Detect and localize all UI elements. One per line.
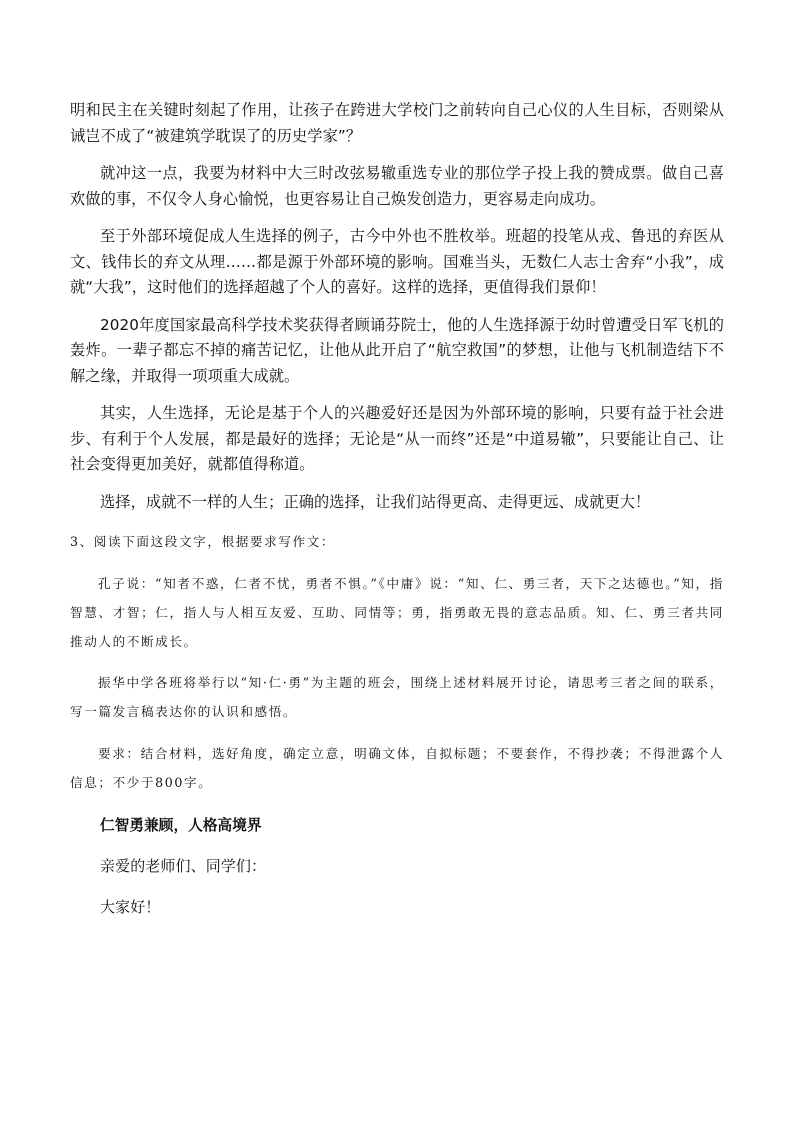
essay-paragraph: 至于外部环境促成人生选择的例子，古今中外也不胜枚举。班超的投笔从戎、鲁迅的弃医从文、钱伟长的弃文从理……都是源于外部环境的影响。国难当头，无数仁人志士舍弃“小我”，成就“大我”，这时他们的选择超越了个人的喜好。这样的选择，更值得我们景仰！ bbox=[70, 227, 724, 296]
question-material: 孔子说：“知者不惑，仁者不忧，勇者不惧。”《中庸》说：“知、仁、勇三者，天下之达德也。”知，指智慧、才智；仁，指人与人相互友爱、互助、同情等；勇，指勇敢无畏的意志品质。知、仁、勇三者共同推动人的不断成长。 bbox=[70, 575, 724, 649]
essay-title: 仁智勇兼顾，人格高境界 bbox=[100, 816, 262, 834]
question-requirements: 要求：结合材料，选好角度，确定立意，明确文体，自拟标题；不要套作，不得抄袭；不得泄露个人信息；不少于800字。 bbox=[70, 745, 724, 790]
question-heading: 3、阅读下面这段文字，根据要求写作文： bbox=[70, 534, 336, 549]
essay-paragraph: 选择，成就不一样的人生；正确的选择，让我们站得更高、走得更远、成就更大！ bbox=[100, 492, 651, 511]
essay-paragraph: 就冲这一点，我要为材料中大三时改弦易辙重选专业的那位学子投上我的赞成票。做自己喜欢做的事，不仅令人身心愉悦，也更容易让自己焕发创造力，更容易走向成功。 bbox=[70, 164, 724, 208]
essay-paragraph: 2020年度国家最高科学技术奖获得者顾诵芬院士，他的人生选择源于幼时曾遭受日军飞机的轰炸。一辈子都忘不掉的痛苦记忆，让他从此开启了“航空救国”的梦想，让他与飞机制造结下不解之缘，并取得一项项重大成就。 bbox=[70, 315, 724, 385]
document-body bbox=[70, 98, 724, 920]
essay-paragraph: 其实，人生选择，无论是基于个人的兴趣爱好还是因为外部环境的影响，只要有益于社会进步、有利于个人发展，都是最好的选择；无论是“从一而终”还是“中道易辙”，只要能让自己、让社会变得更加美好，就都值得称道。 bbox=[70, 404, 724, 473]
essay-opening: 大家好！ bbox=[100, 897, 161, 916]
essay-paragraph-continued: 明和民主在关键时刻起了作用，让孩子在跨进大学校门之前转向自己心仪的人生目标，否则梁从诫岂不成了“被建筑学耽误了的历史学家”？ bbox=[70, 101, 724, 145]
question-task: 振华中学各班将举行以“知·仁·勇”为主题的班会，围绕上述材料展开讨论，请思考三者之间的联系，写一篇发言稿表达你的认识和感悟。 bbox=[70, 675, 724, 720]
essay-greeting: 亲爱的老师们、同学们： bbox=[100, 856, 267, 875]
